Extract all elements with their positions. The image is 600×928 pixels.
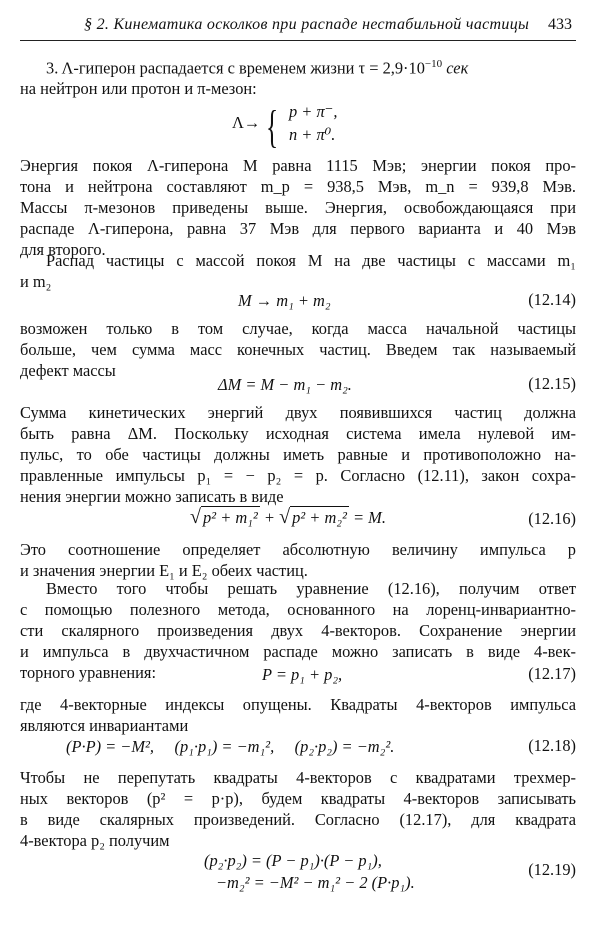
equation-number-12-15: (12.15) [528, 374, 576, 393]
equation-12-14: M → m₁ + m₂ [238, 291, 331, 310]
page-number: 433 [548, 16, 572, 33]
paragraph-mass-defect [20, 318, 576, 381]
text-line: Энергия покоя Λ-гиперона M равна 1115 Мэв; энергии покоя про- [20, 156, 576, 175]
text-line: Вместо того чтобы решать уравнение (12.16), получим ответ [46, 579, 576, 598]
paragraph-relation [20, 539, 576, 581]
text-line: Массы π-мезонов приведены выше. Энергия, освобождающаяся при [20, 198, 576, 217]
paragraph-kinetic-energy [20, 402, 576, 507]
equation-number-12-16: (12.16) [528, 509, 576, 528]
equation-12-17: P = p₁ + p₂, [262, 665, 343, 684]
problem-3-text [20, 54, 576, 99]
text-line: тона и нейтрона составляют m_p = 938,5 Мэв, m_n = 939,8 Мэв. [20, 177, 576, 196]
paragraph-two-body-decay [20, 250, 576, 292]
equation-12-19-line-1: (p₂·p₂) = (P − p₁)·(P − p₁), [204, 851, 382, 870]
equals-mass: = M. [353, 508, 386, 527]
paragraph-energies [20, 155, 576, 260]
sqrt-sign: √ [190, 506, 201, 528]
equation-number-12-14: (12.14) [528, 290, 576, 309]
paragraph-invariants [20, 694, 576, 736]
running-header [20, 10, 576, 41]
text-line: пульс, то обе частицы должны иметь равные и противоположно на- [20, 445, 576, 464]
radicand-2: p² + m₂² [292, 508, 347, 527]
decay-brace: { [266, 101, 279, 152]
problem-3-line-1: 3. Λ-гиперон распадается с временем жизни τ = 2,9·10 [46, 58, 425, 78]
text-line: с помощью полезного метода, основанного на лоренц-инвариантно- [20, 600, 576, 619]
text-line: 4-вектора p₂ получим [20, 831, 170, 850]
text-line: сти скалярного произведения двух 4-векторов. Сохранение энергии [20, 621, 576, 640]
text-line: являются инвариантами [20, 716, 189, 735]
text-line: для второго. [20, 240, 106, 259]
decay-lhs: Λ→ [232, 113, 261, 132]
equation-12-18: (P·P) = −M², (p₁·p₁) = −m₁², (p₂·p₂) = −m₂². [66, 737, 395, 756]
equation-12-19-line-2: −m₂² = −M² − m₁² − 2 (P·p₁). [216, 873, 415, 892]
header-title: § 2. Кинематика осколков при распаде нестабильной частицы [84, 16, 530, 33]
lifetime-unit: сек [446, 58, 469, 78]
text-line: Это соотношение определяет абсолютную величину импульса p [20, 540, 576, 559]
decay-channel-2: n + π⁰. [289, 125, 336, 144]
plus-sign: + [263, 508, 275, 527]
equation-12-15: ΔM = M − m₁ − m₂. [218, 375, 352, 394]
text-line: и m₂ [20, 272, 52, 291]
text-line: быть равна ΔM. Поскольку исходная система имела нулевой им- [20, 424, 576, 443]
text-line: торного уравнения: [20, 663, 156, 682]
text-line: и значения энергии E₁ и E₂ обеих частиц. [20, 561, 308, 580]
text-line: Чтобы не перепутать квадраты 4-векторов с квадратами трехмер- [20, 768, 576, 787]
text-line: Распад частицы с массой покоя M на две частицы с массами m₁ [46, 251, 576, 270]
equation-12-16 [190, 506, 386, 529]
lifetime-exponent: −10 [424, 58, 443, 70]
equation-number-12-19: (12.19) [528, 860, 576, 879]
text-line: в виде скалярных произведений. Согласно (12.17), для квадрата [20, 810, 576, 829]
text-line: дефект массы [20, 361, 116, 380]
decay-channel-1: p + π⁻, [289, 102, 338, 121]
text-line: где 4-векторные индексы опущены. Квадраты 4-векторов импульса [20, 695, 576, 714]
equation-number-12-17: (12.17) [528, 664, 576, 683]
text-line: больше, чем сумма масс конечных частиц. Введем так называемый [20, 340, 576, 359]
text-line: распаде Λ-гиперона, равна 37 Мэв для первого варианта и 40 Мэв [20, 219, 576, 238]
text-line: Сумма кинетических энергий двух появившихся частиц должна [20, 403, 576, 422]
problem-3-line-2: на нейтрон или протон и π-мезон: [20, 79, 257, 99]
text-line: возможен только в том случае, когда масса начальной частицы [20, 319, 576, 338]
sqrt-sign: √ [279, 506, 291, 528]
text-line: правленные импульсы p₁ = − p₂ = p. Согласно (12.11), закон сохра- [20, 466, 576, 485]
paragraph-scalar-products [20, 767, 576, 851]
radicand-1: p² + m₁² [202, 508, 258, 527]
text-line: ных векторов (p² = p·p), будем квадраты 4-векторов записывать [20, 789, 576, 808]
text-line: и импульса в двухчастичном распаде можно записать в виде 4-век- [20, 642, 576, 661]
text-line: нения энергии можно записать в виде [20, 487, 284, 506]
equation-number-12-18: (12.18) [528, 736, 576, 755]
